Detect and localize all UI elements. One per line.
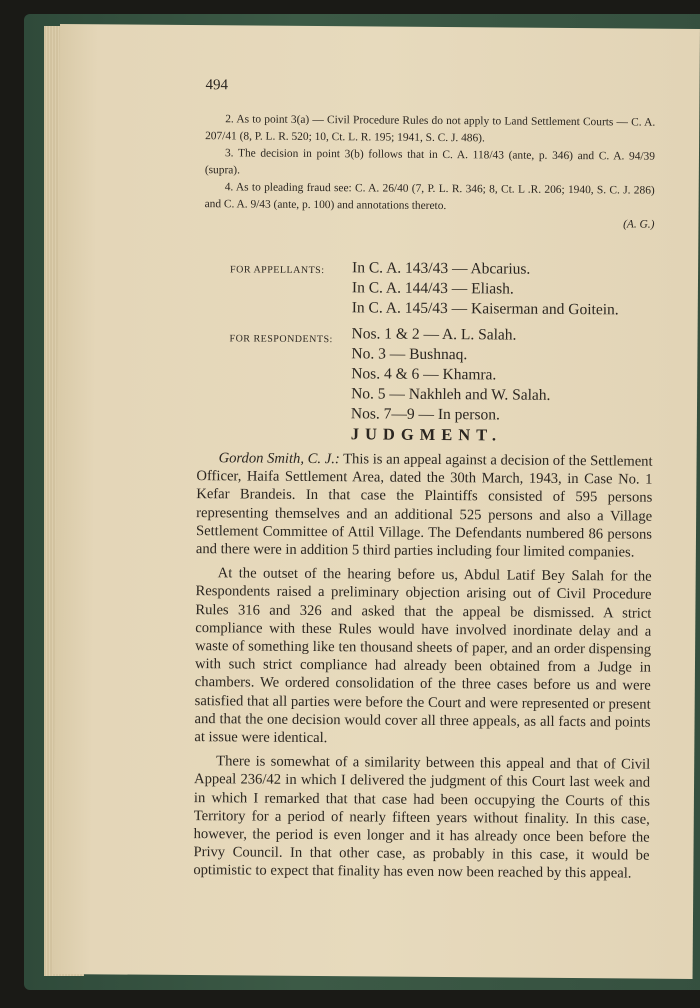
paragraph-3: There is somewhat of a similarity between this appeal and that of Civil Appeal 236/42 in which I delivered the judgment of this Court last week and in which I remarked that that case had been occupying the Courts of this Territory for a period of nearly fifteen years without finality. In this case, however, the period is even longer and it has already once been before the Privy Council. In that other case, as probably in this case, it would be optimistic to expect that finality has even now been reached by this appeal. <box>193 753 651 882</box>
respondents-label: FOR RESPONDENTS: <box>229 333 333 346</box>
appellants-group <box>230 257 670 320</box>
counsel-list <box>229 257 670 426</box>
book-page <box>53 24 700 979</box>
appellants-label: FOR APPELLANTS: <box>230 264 325 277</box>
respondent-entry: Nos. 4 & 6 — Khamra. <box>351 365 497 384</box>
judge-name: Gordon Smith, C. J.: <box>218 450 340 468</box>
paragraph-1-text: This is an appeal against a decision of the Settlement Officer, Haifa Settlement Area, dated the 30th March, 1943, in Case No. 1 Kefar Brandeis. In that case the Plaintiffs consisted of 595 persons representing themselves and an additional 525 persons and also a Village Settlement Committee of Attil Village. The Defendants numbered 86 persons and there were in addition 5 third parties including four limited companies. <box>195 451 653 561</box>
respondent-entry: Nos. 7—9 — In person. <box>350 405 500 424</box>
footnotes <box>204 111 655 234</box>
paragraph-2: At the outset of the hearing before us, Abdul Latif Bey Salah for the Respondents raised a preliminary objection arising out of Civil Procedure Rules 316 and 326 and asked that the appeal be dismissed. A strict compliance with these Rules would have involved inordinate delay and a waste of something like ten thousand sheets of paper, and an order dispensing with such strict compliance had already been obtained from a Judge in chambers. We ordered consolidation of the three cases before us and were satisfied that all parties were before the Court and were represented or present and that the one decision would cover all three appeals, as all facts and points at issue were identical. <box>194 565 652 747</box>
judgment-body <box>193 449 652 889</box>
judgment-heading: JUDGMENT. <box>350 424 503 445</box>
respondents-group <box>229 323 670 426</box>
page-number: 494 <box>205 77 229 94</box>
paragraph-1 <box>196 449 653 562</box>
note-initials: (A. G.) <box>623 218 655 231</box>
respondent-entry: No. 5 — Nakhleh and W. Salah. <box>351 385 551 404</box>
respondent-entry: Nos. 1 & 2 — A. L. Salah. <box>351 325 517 344</box>
respondent-entry: No. 3 — Bushnaq. <box>351 345 468 364</box>
note-4: 4. As to pleading fraud see: C. A. 26/40 (7, P. L. R. 346; 8, Ct. L .R. 206; 1940, S. C. J. 286) and C. A. 9/43 (ante, p. 100) and annotations thereto. <box>204 181 655 213</box>
note-2: 2. As to point 3(a) — Civil Procedure Rules do not apply to Land Settlement Courts — C. A. 207/41 (8, P. L. R. 520; 10, Ct. L. R. 195; 1941, S. C. J. 486). <box>205 113 656 145</box>
appellant-entry: In C. A. 143/43 — Abcarius. <box>352 259 531 278</box>
appellant-entry: In C. A. 145/43 — Kaiserman and Goitein. <box>351 299 619 319</box>
note-3: 3. The decision in point 3(b) follows that in C. A. 118/43 (ante, p. 346) and C. A. 94/39 (supra). <box>204 147 656 177</box>
appellant-entry: In C. A. 144/43 — Eliash. <box>351 279 514 298</box>
